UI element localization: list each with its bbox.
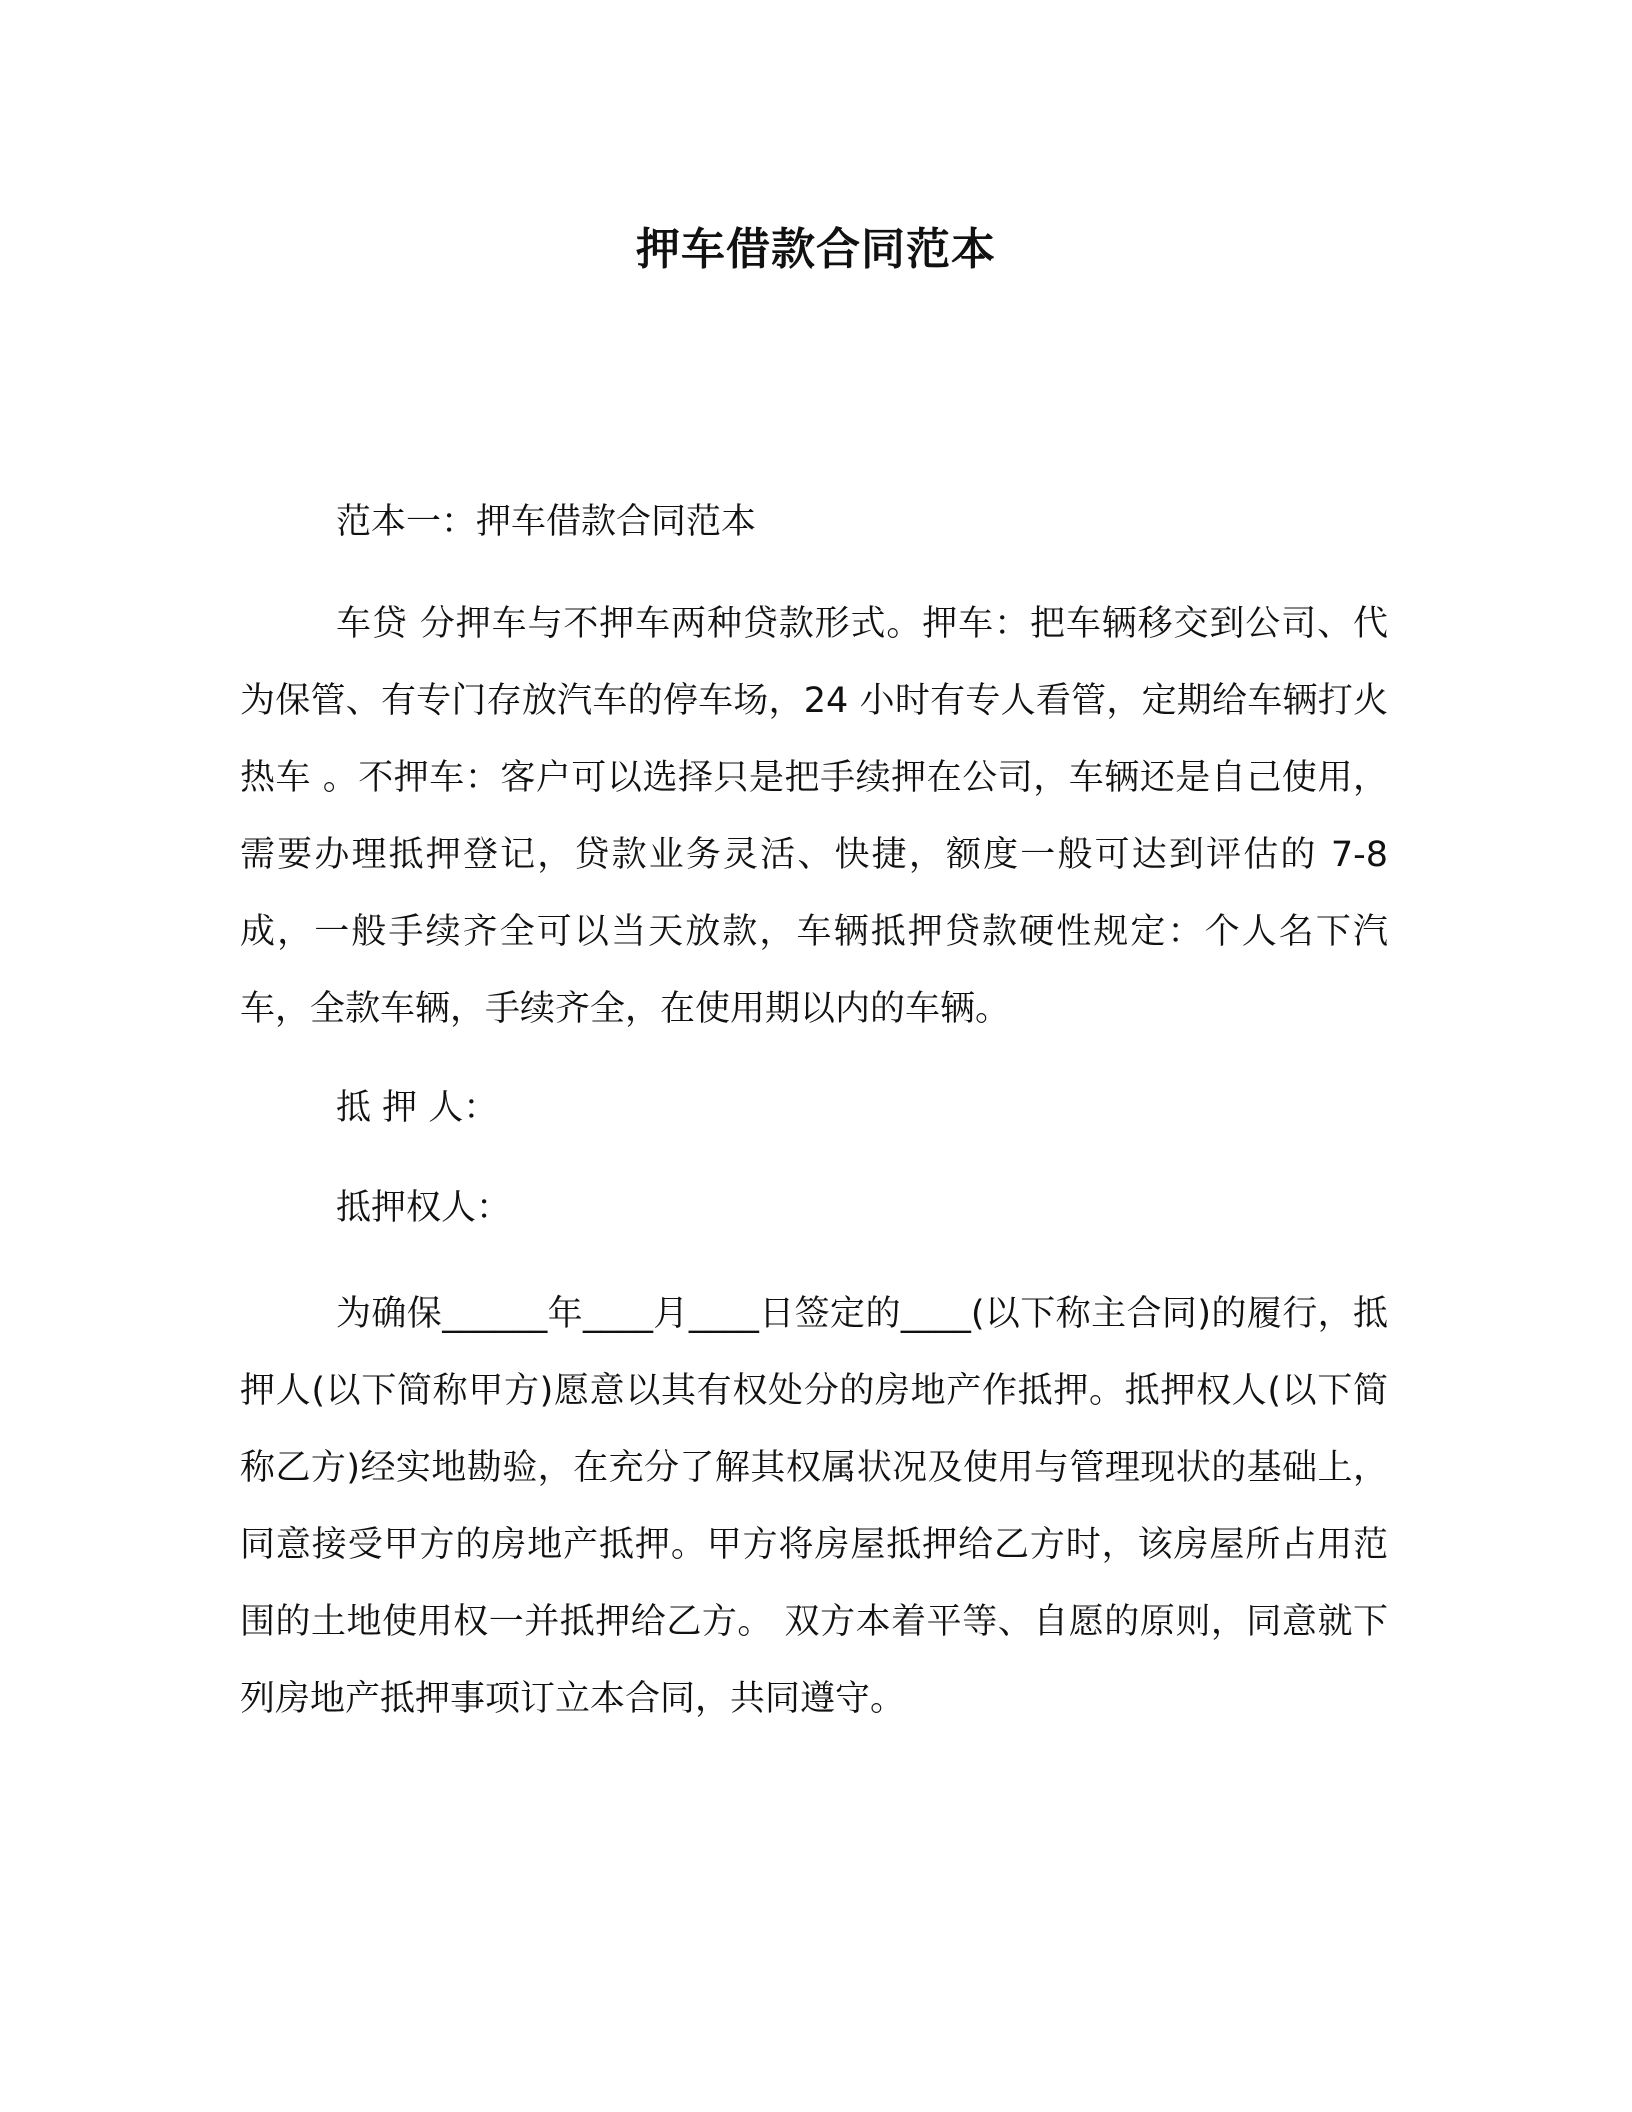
- section-heading-block: [240, 484, 1388, 561]
- pledgee-block: [240, 1170, 1388, 1247]
- intro-paragraph: 车贷 分押车与不押车两种贷款形式。押车：把车辆移交到公司、代为保管、有专门存放汽车的停车场，24 小时有专人看管，定期给车辆打火热车 。不押车：客户可以选择只是把手续押在公司，车辆还是自己使用，需要办理抵押登记，贷款业务灵活、快捷，额度一般可达到评估的 7-8 成，一般手续齐全可以当天放款，车辆抵押贷款硬性规定：个人名下汽车，全款车辆，手续齐全，在使用期以内的车辆。: [240, 604, 1388, 1029]
- main-paragraph: 为确保______年____月____日签定的____(以下称主合同)的履行，抵押人(以下简称甲方)愿意以其有权处分的房地产作抵押。抵押权人(以下简称乙方)经实地勘验，在充分了解其权属状况及使用与管理现状的基础上，同意接受甲方的房地产抵押。甲方将房屋抵押给乙方时，该房屋所占用范围的土地使用权一并抵押给乙方。 双方本着平等、自愿的原则，同意就下列房地产抵押事项订立本合同，共同遵守。: [240, 1294, 1388, 1719]
- pledgor-label: 抵 押 人：: [336, 1088, 499, 1128]
- pledgee-label: 抵押权人：: [336, 1188, 512, 1228]
- pledgor-block: [240, 1070, 1388, 1147]
- intro-block: [240, 586, 1388, 1048]
- section-heading: 范本一：押车借款合同范本: [336, 502, 757, 542]
- main-block: [240, 1276, 1388, 1738]
- document-title: 押车借款合同范本: [636, 224, 996, 275]
